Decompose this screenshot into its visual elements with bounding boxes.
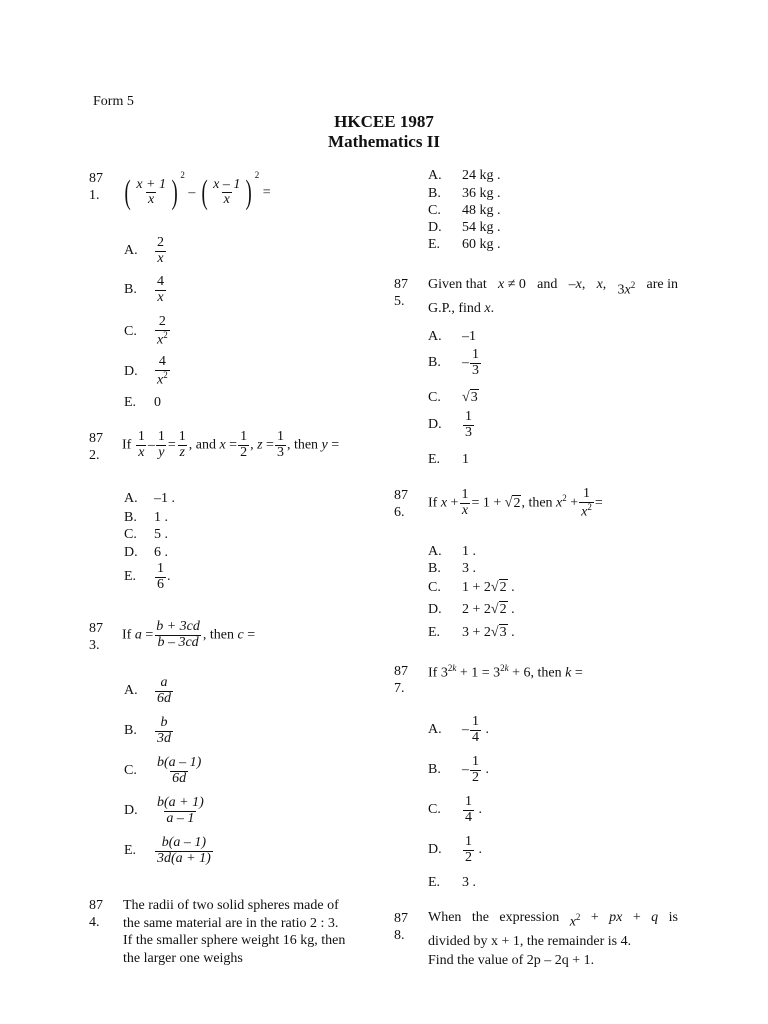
form-label: Form 5: [93, 94, 134, 109]
question-number: 87 8.: [394, 911, 408, 943]
option-a[interactable]: A. – $\frac{1}{4}$ .: [428, 714, 489, 745]
question-number: 87 7.: [394, 664, 408, 696]
option-e[interactable]: E. 60 kg .: [428, 237, 501, 252]
option-d[interactable]: D. $\frac{1}{2}$ .: [428, 834, 482, 865]
option-b[interactable]: B. $\frac{b}{3d}$: [124, 715, 171, 746]
option-d[interactable]: D. 2 + 2 √ 2 .: [428, 601, 515, 617]
option-e[interactable]: E. 3 + 2 √ 3 .: [428, 624, 515, 640]
question-number: 87 6.: [394, 488, 408, 520]
q7-statement: If $3^{2k} + 1 = 3^{2k} + 6$, then k =: [428, 663, 583, 681]
option-c[interactable]: C. 48 kg .: [428, 203, 501, 218]
option-a[interactable]: A. 1 .: [428, 544, 476, 559]
option-b[interactable]: B. – $\frac{1}{3}$: [428, 347, 479, 378]
option-e[interactable]: E. $\frac{1}{6}$ .: [124, 561, 171, 592]
option-d[interactable]: D. $\frac{b(a + 1)}{a - 1}$: [124, 795, 204, 826]
q1-expression: ( $\frac{x + 1}{x}$ ) $^2$ – ( $\frac{x - 1}{x}$ ) $^2$ =: [124, 170, 271, 211]
option-e[interactable]: E. 3 .: [428, 875, 476, 890]
option-b[interactable]: B. $\frac{4}{x}$: [124, 274, 164, 305]
q4-statement: The radii of two solid spheres made of the same material are in the ratio 2 : 3. If the smaller sphere weight 16 kg, then the larger one weighs: [123, 898, 346, 966]
option-c[interactable]: C. $\frac{b(a - 1)}{6d}$: [124, 755, 202, 786]
option-e[interactable]: E. $\frac{b(a - 1)}{3d(a + 1)}$: [124, 835, 211, 866]
option-c[interactable]: C. $\frac{2}{x^2}$: [124, 314, 168, 348]
option-c[interactable]: C. √ 3: [428, 389, 478, 405]
option-c[interactable]: C. $\frac{1}{4}$ .: [428, 794, 482, 825]
option-a[interactable]: A. $\frac{2}{x}$: [124, 235, 164, 266]
exam-title: HKCEE 1987: [334, 112, 434, 131]
question-number: 87 1.: [89, 171, 103, 203]
q6-statement: If x + $\frac{1}{x}$ = 1 + √2, then $x^2$ + $\frac{1}{x^2}$ =: [428, 486, 603, 520]
exam-subtitle: Mathematics II: [328, 132, 440, 151]
q2-statement: If $\frac{1}{x}$ – $\frac{1}{y}$ = $\frac{1}{z}$ , and x = $\frac{1}{2}$ , z = $\frac{1}{3}$ , then y =: [122, 429, 340, 460]
option-b[interactable]: B. 1 .: [124, 510, 168, 525]
option-d[interactable]: D. $\frac{1}{3}$: [428, 409, 472, 440]
option-b[interactable]: B. 3 .: [428, 561, 476, 576]
question-number: 87 3.: [89, 621, 103, 653]
q8-statement: When the expression $x^2$ + px + q is divided by x + 1, the remainder is 4. Find the value of 2p – 2q + 1.: [428, 910, 678, 968]
option-a[interactable]: A. 24 kg .: [428, 168, 501, 183]
option-a[interactable]: A. $\frac{a}{6d}$: [124, 675, 171, 706]
option-a[interactable]: A. –1: [428, 329, 476, 344]
option-b[interactable]: B. 36 kg .: [428, 186, 501, 201]
q3-statement: If a = $\frac{b + 3cd}{b - 3cd}$ , then c =: [122, 619, 256, 650]
option-e[interactable]: E. 1: [428, 452, 469, 467]
question-number: 87 4.: [89, 898, 103, 930]
option-e[interactable]: E. 0: [124, 395, 161, 410]
question-number: 87 5.: [394, 277, 408, 309]
option-c[interactable]: C. 5 .: [124, 527, 168, 542]
option-b[interactable]: B. – $\frac{1}{2}$ .: [428, 754, 489, 785]
option-c[interactable]: C. 1 + 2 √ 2 .: [428, 579, 515, 595]
option-d[interactable]: D. $\frac{4}{x^2}$: [124, 354, 168, 388]
q5-statement: Given that x ≠ 0 and –x, x, $3x^2$ are in G.P., find x.: [428, 277, 678, 316]
option-d[interactable]: D. 54 kg .: [428, 220, 501, 235]
option-a[interactable]: A. –1 .: [124, 491, 175, 506]
question-number: 87 2.: [89, 431, 103, 463]
option-d[interactable]: D. 6 .: [124, 545, 168, 560]
